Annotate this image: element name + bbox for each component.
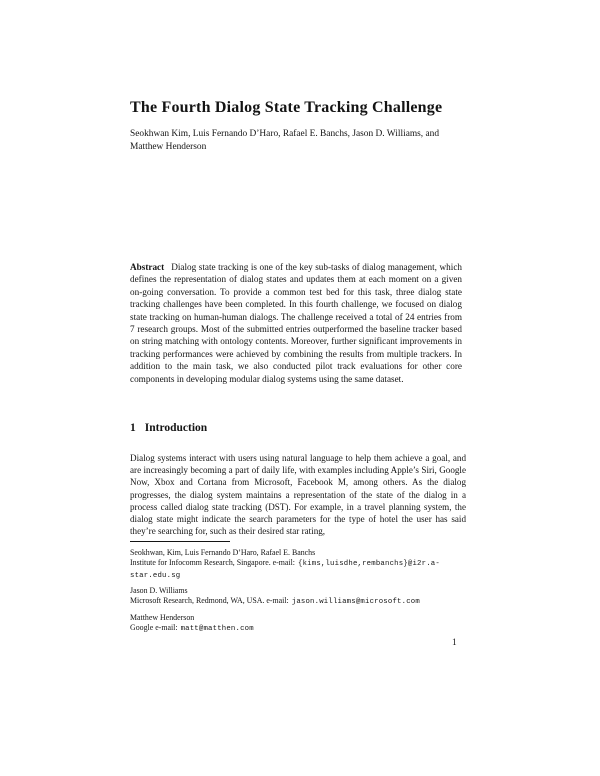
abstract-label: Abstract: [130, 262, 165, 272]
footnote-entry-google: [130, 613, 464, 635]
section-heading-introduction: [130, 422, 207, 434]
footnote-email: {kims,luisdhe,rembanchs}@i2r.a-star.edu.sg: [130, 559, 440, 580]
footnote-author-names: Seokhwan, Kim, Luis Fernando D’Haro, Rafael E. Banchs: [130, 548, 316, 557]
abstract-text: Dialog state tracking is one of the key sub-tasks of dialog management, which defines the representation of dialog states and updates them at each moment on a given on-going conversation. To provide a common test bed for this task, three dialog state tracking challenges have been completed. In this fourth challenge, we focused on dialog state tracking on human-human dialogs. The challenge received a total of 24 entries from 7 research groups. Most of the submitted entries outperformed the baseline tracker based on string matching with ontology contents. Moreover, further significant improvements in tracking performances were achieved by combining the results from multiple trackers. In addition to the main task, we also conducted pilot track evaluations for other core components in developing modular dialog systems using the same dataset.: [130, 262, 462, 384]
paper-title: The Fourth Dialog State Tracking Challenge: [130, 98, 443, 116]
footnote-affiliation: Institute for Infocomm Research, Singapore. e-mail:: [130, 557, 295, 567]
footnote-author-names: Jason D. Williams: [130, 586, 188, 596]
footnote-affiliation: Microsoft Research, Redmond, WA, USA. e-mail:: [130, 596, 289, 606]
footnote-entry-microsoft: [130, 586, 464, 608]
abstract-paragraph: [130, 261, 462, 385]
footnote-affiliation: Google e-mail:: [130, 622, 178, 632]
footnote-author-names: Matthew Henderson: [130, 612, 195, 622]
introduction-paragraph: Dialog systems interact with users using natural language to help them achieve a goal, and are increasingly becoming a part of daily life, with examples including Apple’s Siri, Google Now, Xbox and Cortana from Microsoft, Facebook M, among others. As the dialog progresses, the dialog system maintains a representation of the state of the dialog in a process called dialog state tracking (DST). For example, in a travel planning system, the dialog state might indicate the search parameters for the type of hotel the user has said they’re searching for, such as their desired star rating,: [130, 453, 466, 537]
footnote-entry-i2r: [130, 548, 464, 581]
page-number: 1: [452, 638, 457, 648]
footnote-email: matt@matthen.com: [180, 624, 254, 633]
footnote-divider: [130, 541, 230, 542]
section-title: Introduction: [144, 422, 208, 434]
section-number: 1: [130, 422, 136, 434]
author-byline: Seokhwan Kim, Luis Fernando D’Haro, Rafael E. Banchs, Jason D. Williams, and Matthew Henderson: [130, 129, 440, 152]
footnote-block: [130, 548, 464, 640]
footnote-email: jason.williams@microsoft.com: [291, 598, 420, 607]
